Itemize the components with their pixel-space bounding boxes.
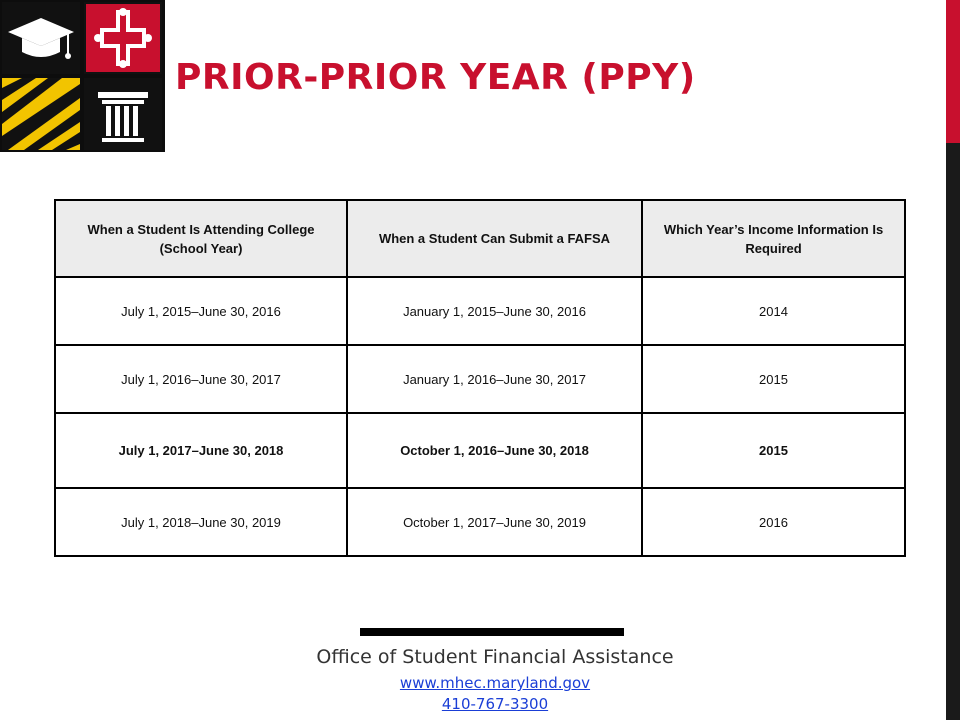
maryland-cross-icon	[84, 2, 162, 74]
table-row	[55, 488, 905, 556]
website-link[interactable]: www.mhec.maryland.gov	[399, 674, 591, 692]
office-name: Office of Student Financial Assistance	[316, 646, 674, 668]
fafsa-window-cell: January 1, 2016–June 30, 2017	[347, 345, 642, 413]
income-year-cell: 2016	[642, 488, 905, 556]
table-row	[55, 277, 905, 345]
page-title: PRIOR-PRIOR YEAR (PPY)	[175, 57, 696, 98]
school-year-cell: July 1, 2018–June 30, 2019	[55, 488, 347, 556]
column-header-fafsa-window: When a Student Can Submit a FAFSA	[347, 200, 642, 277]
table-row-highlighted	[55, 413, 905, 488]
column-icon	[84, 78, 162, 150]
table-header-row	[55, 200, 905, 277]
column-header-school-year: When a Student Is Attending College (School Year)	[55, 200, 347, 277]
graduation-cap-icon	[2, 2, 80, 74]
mhec-logo	[0, 0, 165, 152]
fafsa-window-cell: October 1, 2017–June 30, 2019	[347, 488, 642, 556]
right-edge-accent	[946, 0, 960, 143]
school-year-cell: July 1, 2015–June 30, 2016	[55, 277, 347, 345]
fafsa-window-cell: October 1, 2016–June 30, 2018	[347, 413, 642, 488]
maryland-flag-icon	[2, 78, 80, 150]
table-row	[55, 345, 905, 413]
footer-divider	[360, 628, 624, 636]
column-header-income-year: Which Year’s Income Information Is Required	[642, 200, 905, 277]
phone-link[interactable]: 410-767-3300	[441, 695, 549, 713]
income-year-cell: 2015	[642, 345, 905, 413]
school-year-cell: July 1, 2017–June 30, 2018	[55, 413, 347, 488]
ppy-table	[54, 199, 906, 557]
school-year-cell: July 1, 2016–June 30, 2017	[55, 345, 347, 413]
income-year-cell: 2015	[642, 413, 905, 488]
fafsa-window-cell: January 1, 2015–June 30, 2016	[347, 277, 642, 345]
income-year-cell: 2014	[642, 277, 905, 345]
